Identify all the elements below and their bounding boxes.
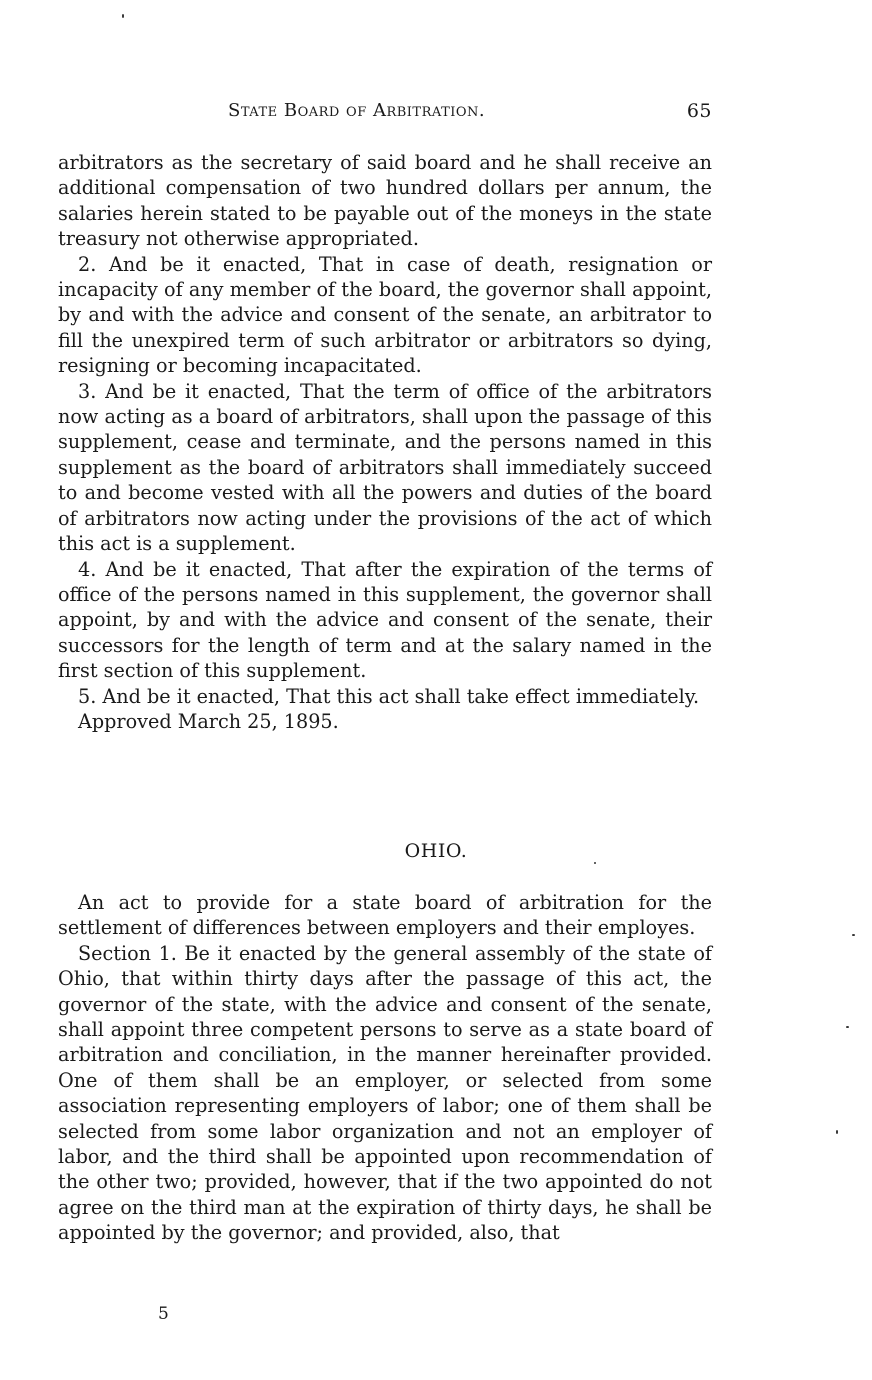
- paragraph-continuation: arbitrators as the secretary of said board and he shall receive an additional compensation of two hundred dollars per annum, the salaries herein stated to be payable out of the moneys in the state treasury not otherwise appropriated.: [58, 151, 712, 251]
- scan-speck: [594, 862, 596, 864]
- paragraph-section-5: 5. And be it enacted, That this act shall take effect immediately.: [78, 684, 700, 708]
- scan-speck: [836, 1130, 838, 1134]
- paragraph-ohio-section-1: Section 1. Be it enacted by the general assembly of the state of Ohio, that within thirty days after the passage of this act, the governor of the state, with the advice and consent of the senate, shall appoint three competent persons to serve as a state board of arbitration and conciliation, in the manner hereinafter provided. One of them shall be an employer, or selected from some association representing employers of labor; one of them shall be selected from some labor organization and not an employer of labor, and the third shall be appointed upon recommendation of the other two; provided, however, that if the two appointed do not agree on the third man at the expiration of thirty days, he shall be appointed by the governor; and provided, also, that: [58, 941, 712, 1245]
- paragraph-act-title: An act to provide for a state board of arbitration for the settlement of differences between employers and their employes.: [58, 891, 712, 940]
- paragraph-section-4: 4. And be it enacted, That after the expiration of the terms of office of the persons named in this supplement, the governor shall appoint, by and with the advice and consent of the senate, their successors for the length of term and at the salary named in the first section of this supplement.: [58, 557, 712, 683]
- ohio-act-text: [58, 890, 712, 1246]
- scan-speck: [846, 1026, 849, 1028]
- running-title: State Board of Arbitration.: [228, 100, 486, 121]
- page-number: 65: [686, 100, 712, 122]
- paragraph-section-2: 2. And be it enacted, That in case of death, resignation or incapacity of any member of the board, the governor shall appoint, by and with the advice and consent of the senate, an arbitrator to fill the unexpired term of such arbitrator or arbitrators so dying, resigning or becoming incapacitated.: [58, 252, 712, 378]
- scan-speck: [852, 934, 855, 936]
- state-heading: OHIO.: [404, 840, 468, 862]
- running-head: [58, 100, 712, 126]
- paragraph-section-3: 3. And be it enacted, That the term of office of the arbitrators now acting as a board of arbitrators, shall upon the passage of this supplement, cease and terminate, and the persons named in this supplement as the board of arbitrators shall immediately succeed to and become vested with all the powers and duties of the board of arbitrators now acting under the provisions of the act of which this act is a supplement.: [58, 379, 712, 556]
- scan-speck: [122, 14, 124, 18]
- approval-date: Approved March 25, 1895.: [78, 709, 339, 733]
- new-jersey-act-text: [58, 150, 712, 734]
- signature-mark: 5: [158, 1304, 169, 1324]
